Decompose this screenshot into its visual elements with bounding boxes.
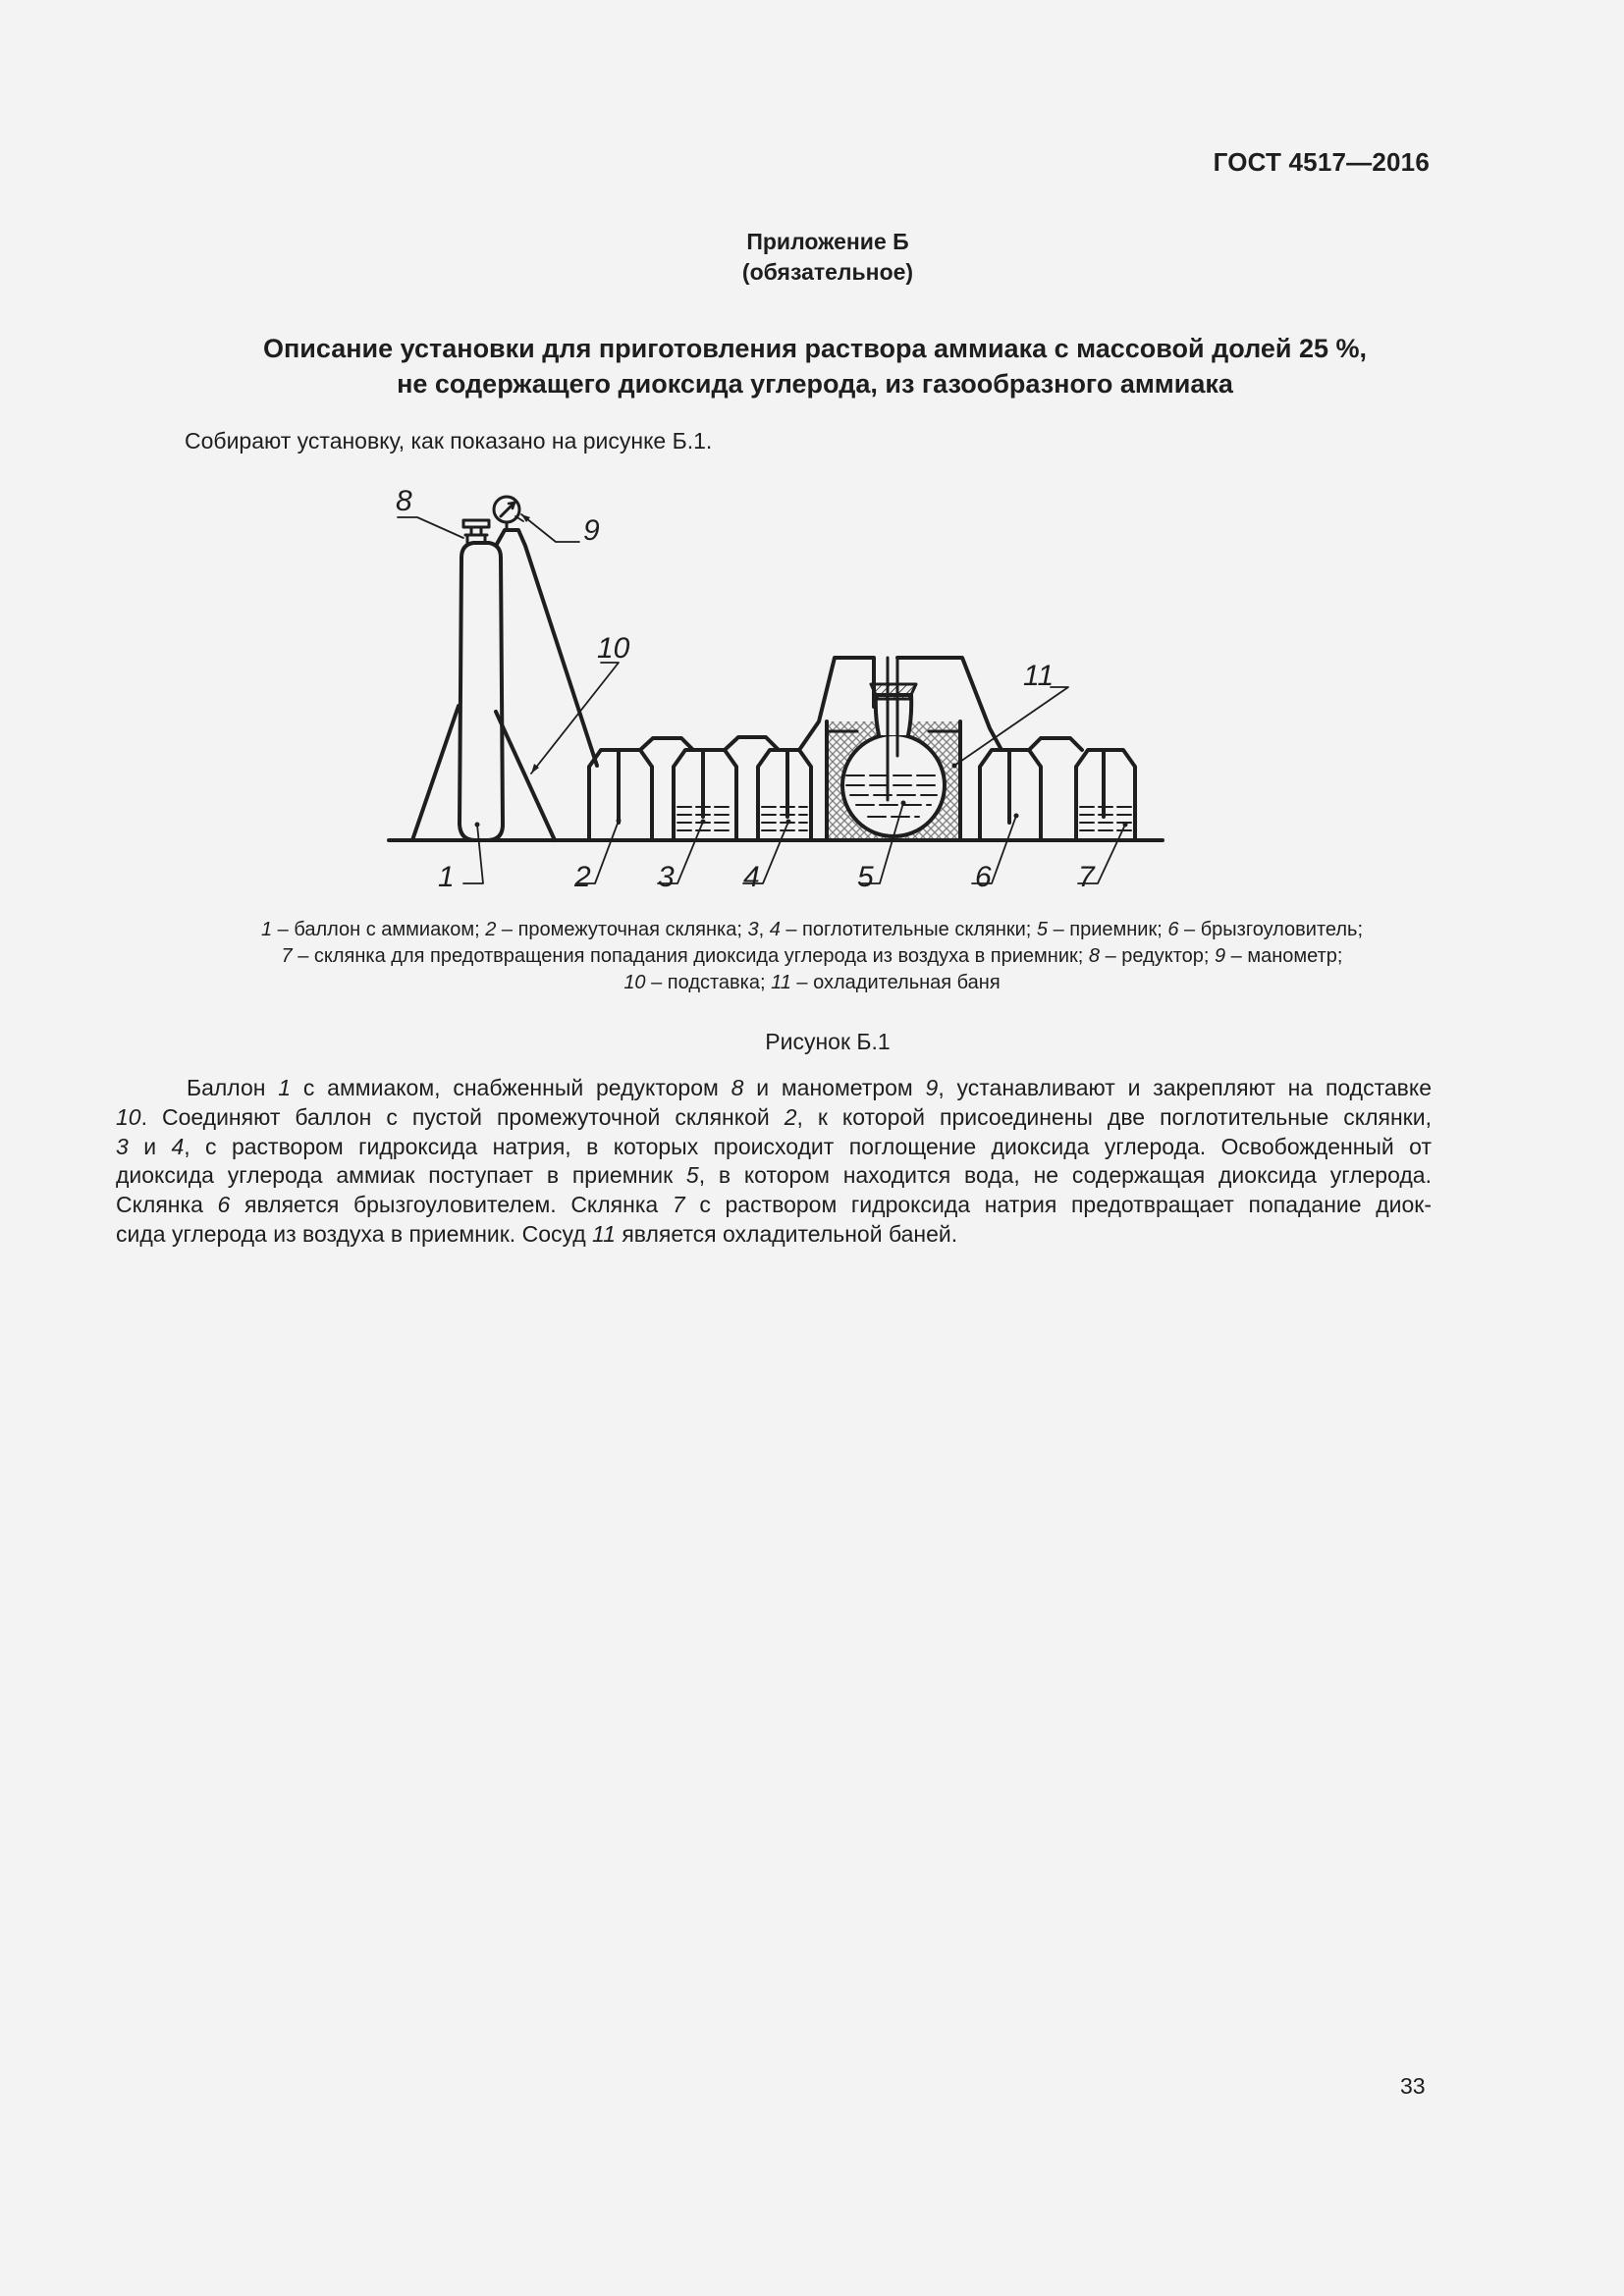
appendix-title: Приложение Б <box>746 229 909 254</box>
stand-icon <box>412 530 597 840</box>
legend-line-1 <box>98 917 1526 943</box>
intro-paragraph: Собирают установку, как показано на рисунке Б.1. <box>185 428 713 454</box>
stopper-icon <box>871 684 916 699</box>
label-4: 4 <box>743 861 760 893</box>
receiver-flask-icon <box>842 658 945 836</box>
label-6: 6 <box>975 861 992 893</box>
intermediate-bottle-icon <box>589 738 693 840</box>
legend-num: 8 <box>1088 945 1101 967</box>
legend-text: – брызгоуловитель; <box>1178 919 1364 940</box>
legend-text: – манометр; <box>1225 945 1343 967</box>
legend-num: 2 <box>485 919 497 940</box>
page-number: 33 <box>1400 2073 1426 2099</box>
body-line-6: сида углерода из воздуха в приемник. Сосуд 11 является охладительной баней. <box>116 1220 958 1247</box>
figure-legend <box>98 917 1526 996</box>
legend-text: – приемник; <box>1048 919 1168 940</box>
leader-9 <box>521 514 579 542</box>
label-3: 3 <box>658 861 675 893</box>
label-10: 10 <box>597 632 630 665</box>
legend-line-3 <box>98 970 1526 996</box>
absorption-bottle-3-icon <box>674 737 779 840</box>
legend-num: 10 <box>623 972 646 993</box>
manometer-icon <box>494 497 519 530</box>
legend-num: 5 <box>1036 919 1049 940</box>
legend-num: 11 <box>771 972 791 993</box>
leader-8 <box>398 517 463 538</box>
legend-text: – подставка; <box>645 972 772 993</box>
legend-line-2 <box>98 943 1526 970</box>
legend-text: – баллон с аммиаком; <box>272 919 486 940</box>
standard-number: ГОСТ 4517—2016 <box>1213 147 1430 177</box>
section-title-line-1: Описание установки для приготовления раствора аммиака с массовой долей 25 %, <box>262 334 1368 363</box>
body-line-2: 10. Соединяют баллон с пустой промежуточной склянкой 2, к которой присоединены две поглотительные склянки, <box>116 1103 1432 1130</box>
legend-text: – промежуточная склянка; <box>496 919 748 940</box>
section-title <box>128 331 1502 401</box>
reducer-icon <box>463 520 489 527</box>
legend-num: 1 <box>260 919 273 940</box>
legend-num: 3 <box>747 919 759 940</box>
legend-num: 7 <box>281 945 293 967</box>
leader-10 <box>531 663 619 774</box>
label-9: 9 <box>583 514 600 547</box>
leader-1 <box>463 825 483 883</box>
label-2: 2 <box>574 861 591 893</box>
body-line-5: Склянка 6 является брызгоуловителем. Склянка 7 с раствором гидроксида натрия предотвращает попадание диок- <box>116 1192 1432 1218</box>
label-7: 7 <box>1078 861 1095 893</box>
label-1: 1 <box>438 861 455 893</box>
label-8: 8 <box>396 486 412 517</box>
label-11: 11 <box>1023 660 1055 692</box>
legend-num: 4 <box>769 919 781 940</box>
figure-b1-apparatus-diagram <box>383 486 1168 903</box>
body-line-4: диоксида углерода аммиак поступает в приемник 5, в котором находится вода, не содержащая диоксида углерода. <box>116 1162 1432 1189</box>
figure-caption: Рисунок Б.1 <box>765 1029 891 1054</box>
label-5: 5 <box>857 861 874 893</box>
body-line-3: 3 и 4, с раствором гидроксида натрия, в которых происходит поглощение диоксида углерода. Освобожденный от <box>116 1133 1432 1159</box>
legend-num: 6 <box>1167 919 1179 940</box>
section-title-line-2: не содержащего диоксида углерода, из газообразного аммиака <box>397 369 1233 399</box>
legend-text: – склянка для предотвращения попадания диоксида углерода из воздуха в приемник; <box>292 945 1089 967</box>
legend-text: , <box>758 919 770 940</box>
gas-cylinder-icon <box>460 520 503 840</box>
splash-trap-bottle-icon <box>980 738 1082 840</box>
legend-text: – редуктор; <box>1100 945 1215 967</box>
legend-text: – охладительная баня <box>790 972 1001 993</box>
body-paragraph <box>116 1074 1432 1250</box>
appendix-status: (обязательное) <box>741 259 914 285</box>
legend-text: – поглотительные склянки; <box>780 919 1037 940</box>
legend-num: 9 <box>1215 945 1226 967</box>
body-line-1: Баллон 1 с аммиаком, снабженный редуктором 8 и манометром 9, устанавливают и закрепляют на подставке <box>187 1075 1433 1100</box>
